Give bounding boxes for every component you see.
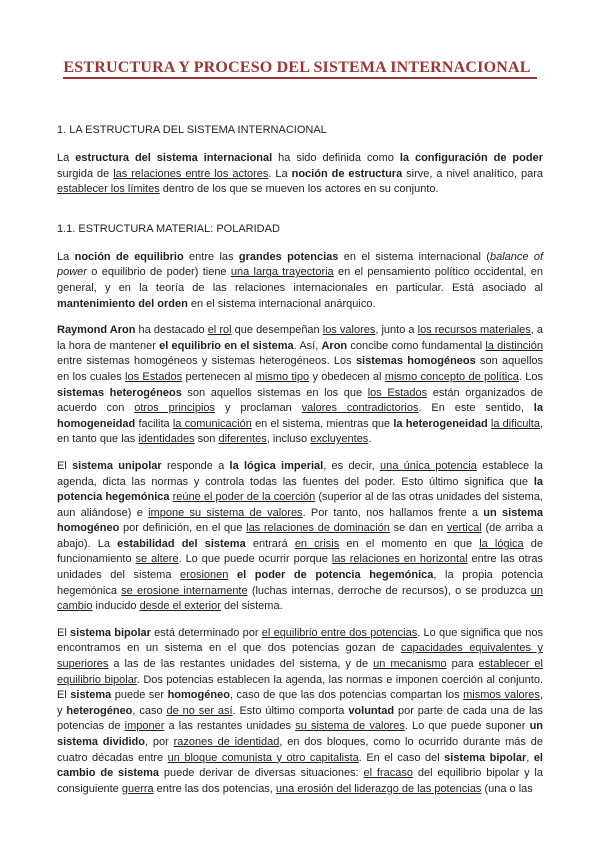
- text-run-u: la distinción: [485, 339, 543, 352]
- text-run: (de arriba a abajo). La: [57, 522, 543, 550]
- text-run: a las restantes unidades: [164, 720, 296, 733]
- text-run: sirve, a nivel analítico, para: [402, 167, 543, 180]
- text-run: El: [57, 626, 71, 639]
- text-run-u: un cambio: [57, 584, 543, 613]
- text-run: o equilibrio de poder) tiene: [86, 266, 231, 279]
- text-run-u: la lógica: [479, 537, 524, 550]
- text-run-u: de no ser así: [166, 704, 233, 717]
- text-run-u: en crisis: [294, 537, 340, 550]
- text-run: en el sistema internacional (: [338, 250, 490, 263]
- text-run-u: capacidades equivalentes y superiores: [57, 642, 543, 671]
- text-run-u: el rol: [207, 324, 232, 337]
- text-run: en el sistema internacional anárquico.: [187, 297, 376, 310]
- text-run-b: Aron: [321, 339, 348, 352]
- section-heading: 1. LA ESTRUCTURA DEL SISTEMA INTERNACIONAL: [57, 124, 327, 136]
- text-run-u: erosionen: [180, 569, 229, 582]
- text-run: y proclaman: [215, 402, 302, 415]
- text-run-u: reúne el poder de la coerción: [172, 491, 316, 504]
- text-run-u: los valores: [322, 324, 376, 337]
- text-run: en el momento en que: [339, 537, 480, 550]
- text-run: establece la agenda, dicta las normas y controla todas las fuentes del poder. Esto último significa que: [57, 459, 544, 488]
- text-run: están organizados de acuerdo con: [57, 386, 543, 415]
- text-run: de funcionamiento: [57, 537, 544, 566]
- text-run: por definición, en el que: [119, 522, 247, 535]
- text-run: puede ser: [111, 689, 168, 702]
- text-run-b: sistema bipolar: [70, 626, 151, 639]
- text-run: .: [368, 433, 372, 446]
- text-run: . En este sentido,: [418, 402, 534, 415]
- text-run: entre sistemas homogéneos y sistemas heterogéneos. Los: [57, 355, 356, 368]
- text-run: a las de las restantes unidades del sistema, y de: [108, 658, 374, 671]
- text-run-u: valores contradictorios: [301, 402, 419, 415]
- text-run-u: su sistema de valores: [295, 720, 405, 733]
- text-run: . Lo que significa que nos encontramos en un sistema en el que dos potencias gozan de: [57, 626, 543, 655]
- text-run: por parte de cada una de las potencias de: [57, 704, 544, 733]
- text-run-u: se erosione internamente: [121, 584, 248, 597]
- text-run-u: los Estados: [367, 386, 428, 399]
- text-run-b: la lógica imperial: [229, 459, 324, 472]
- text-run: La: [57, 250, 75, 263]
- text-run: , es decir,: [323, 459, 381, 472]
- paragraph: [57, 151, 543, 198]
- text-run-b: la homogeneidad: [57, 402, 543, 430]
- text-run-b: sistemas heterogéneos: [57, 386, 182, 399]
- text-run-b: estabilidad del sistema: [117, 537, 246, 550]
- text-run-b: noción de estructura: [291, 167, 403, 180]
- text-run: , junto a: [375, 324, 418, 337]
- text-run: que desempeñan: [231, 324, 323, 337]
- text-run: , y: [57, 689, 543, 717]
- text-run: inducido: [92, 600, 140, 613]
- paragraph: [57, 626, 543, 798]
- text-run: está determinado por: [150, 626, 262, 639]
- text-run-b: un sistema homogéneo: [57, 506, 543, 535]
- text-run: , la propia potencia hegemónica: [57, 569, 543, 597]
- paragraph: [57, 250, 543, 312]
- text-run: responde a: [161, 459, 230, 472]
- text-run: y obedecen al: [309, 370, 385, 383]
- text-run-u: las relaciones en horizontal: [331, 553, 468, 566]
- text-run-u: vertical: [446, 522, 482, 535]
- text-run: El: [57, 459, 73, 472]
- text-run: ha destacado: [135, 324, 208, 337]
- text-run: puede derivar de diversas situaciones:: [159, 767, 364, 780]
- document-blocks: [57, 123, 543, 797]
- text-run-b: sistema bipolar: [444, 751, 527, 764]
- text-run-u: se altere: [135, 553, 179, 566]
- text-run: [228, 569, 237, 581]
- text-run: . Por tanto, nos hallamos frente a: [302, 506, 484, 519]
- text-run-u: mismo concepto de política: [384, 370, 519, 383]
- text-run-u: los recursos materiales: [417, 324, 531, 337]
- paragraph: [57, 323, 543, 448]
- text-run: , caso: [132, 704, 167, 717]
- text-run: (superior al de las otras unidades del sistema, aun aliándose) e: [57, 491, 543, 519]
- text-run-b: sistema: [70, 689, 112, 702]
- text-run: en el sistema, mientras que: [251, 417, 394, 430]
- text-run: del sistema.: [220, 600, 283, 613]
- text-run-u: diferentes: [218, 433, 267, 446]
- text-run: , en dos bloques, como lo ocurrido durante más de cuatro décadas entre: [57, 736, 543, 764]
- text-run: (luchas internas, derroche de recursos), o se produzca: [247, 584, 531, 597]
- text-run-b: homogéneo: [167, 689, 230, 702]
- section-heading: 1.1. ESTRUCTURA MATERIAL: POLARIDAD: [57, 222, 280, 235]
- text-run: , en tanto que las: [57, 417, 544, 446]
- text-run-u: establecer el equilibrio bipolar: [57, 658, 543, 686]
- text-run-b: mantenimiento del orden: [57, 297, 188, 310]
- text-run-u: una larga trayectoria: [230, 266, 334, 279]
- text-run-u: una única potencia: [380, 459, 477, 472]
- text-run-b: heterogéneo: [66, 704, 133, 717]
- text-run-u: excluyentes: [310, 433, 369, 446]
- text-run-u: un bloque comunista y otro capitalista: [167, 751, 359, 764]
- text-run: entrará: [245, 537, 295, 550]
- text-run-u: las relaciones de dominación: [246, 522, 390, 535]
- text-run-u: una erosión del liderazgo de las potencias: [275, 782, 482, 795]
- text-run: ha sido definida como: [272, 152, 400, 164]
- text-run: del equilibrio bipolar y la consiguiente: [57, 767, 543, 795]
- text-run-u: impone su sistema de valores: [148, 506, 303, 519]
- text-run-b: sistemas homogéneos: [355, 355, 476, 368]
- text-run: en el pensamiento político occidental, en general, y en la teoría de las relaciones internacionales en particular. Está asociado al: [57, 266, 543, 294]
- text-run-u: mismos valores: [463, 689, 540, 702]
- text-run: , caso de que las dos potencias compartan los: [229, 689, 464, 702]
- text-run-i: balance of power: [57, 250, 544, 279]
- text-run-u: razones de identidad: [173, 736, 280, 748]
- document-title: [57, 57, 543, 78]
- text-run-u: la comunicación: [172, 417, 252, 430]
- text-run-b: el cambio de sistema: [57, 751, 543, 780]
- text-run-u: los Estados: [125, 370, 183, 383]
- text-run: facilita: [135, 417, 173, 430]
- text-run-u: otros principios: [134, 402, 216, 415]
- text-run-b: sistema unipolar: [72, 459, 162, 472]
- text-run: La: [57, 152, 76, 164]
- text-run: . Lo que puede suponer: [404, 720, 530, 733]
- text-run-u: identidades: [138, 433, 195, 446]
- text-run: , incluso: [266, 433, 311, 446]
- text-run-b: grandes potencias: [238, 250, 339, 263]
- text-run: . Lo que puede ocurrir porque: [178, 553, 332, 566]
- text-run-b: la potencia hegemónica: [57, 475, 543, 504]
- text-run: ,: [526, 751, 534, 764]
- text-run: . En el caso del: [358, 751, 445, 764]
- text-run: surgida de: [57, 167, 114, 180]
- text-run-b: la heterogeneidad: [393, 417, 488, 430]
- text-run: . Así,: [293, 339, 322, 352]
- text-run: pertenecen al: [182, 370, 256, 383]
- text-run: dentro de los que se mueven los actores en su conjunto.: [159, 183, 439, 196]
- text-run-b: voluntad: [348, 704, 395, 717]
- text-run-u: imponer: [124, 720, 165, 733]
- text-run-u: establecer los límites: [57, 183, 160, 196]
- text-run-u: desde el exterior: [139, 600, 221, 613]
- text-run-b: estructura del sistema internacional: [75, 152, 273, 164]
- text-run-b: la configuración de poder: [399, 152, 543, 164]
- text-run: para: [446, 658, 479, 671]
- text-run: entre las: [183, 250, 239, 263]
- text-run-b: el poder de potencia hegemónica: [236, 569, 434, 582]
- text-run-u: guerra: [121, 782, 154, 795]
- text-run-u: mismo tipo: [255, 370, 310, 383]
- text-run-b: el equilibrio en el sistema: [159, 339, 294, 352]
- text-run: . Esto último comporta: [232, 704, 349, 717]
- text-run: son aquellos sistemas en los que: [181, 386, 368, 399]
- text-run: son aquellos en los cuales: [57, 355, 544, 383]
- text-run: (una o las: [481, 782, 533, 795]
- text-run: , a la hora de mantener: [57, 324, 544, 352]
- text-run: son: [194, 433, 219, 446]
- text-run: entre las dos potencias,: [153, 782, 276, 795]
- text-run-u: el equilibrio entre dos potencias: [261, 626, 418, 639]
- text-run-u: la dificulta: [490, 417, 540, 430]
- text-run: , por: [144, 736, 174, 748]
- document-title-text: ESTRUCTURA Y PROCESO DEL SISTEMA INTERNACIONAL: [63, 59, 536, 79]
- text-run-u: un mecanismo: [373, 658, 447, 671]
- text-run-b: un sistema dividido: [57, 720, 544, 748]
- text-run-u: las relaciones entre los actores: [113, 167, 269, 180]
- text-run-b: noción de equilibrio: [74, 250, 184, 263]
- text-run: . Los: [518, 370, 543, 383]
- paragraph: [57, 459, 543, 615]
- text-run: . La: [268, 167, 292, 180]
- text-run: se dan en: [389, 522, 447, 535]
- text-run: entre las otras unidades del sistema: [57, 553, 543, 582]
- text-run: . Dos potencias establecen la agenda, las normas e imponen coerción al conjunto. El: [57, 673, 544, 702]
- text-run: concibe como fundamental: [347, 339, 486, 352]
- text-run-u: el fracaso: [363, 767, 414, 780]
- text-run-b: Raymond Aron: [57, 324, 136, 337]
